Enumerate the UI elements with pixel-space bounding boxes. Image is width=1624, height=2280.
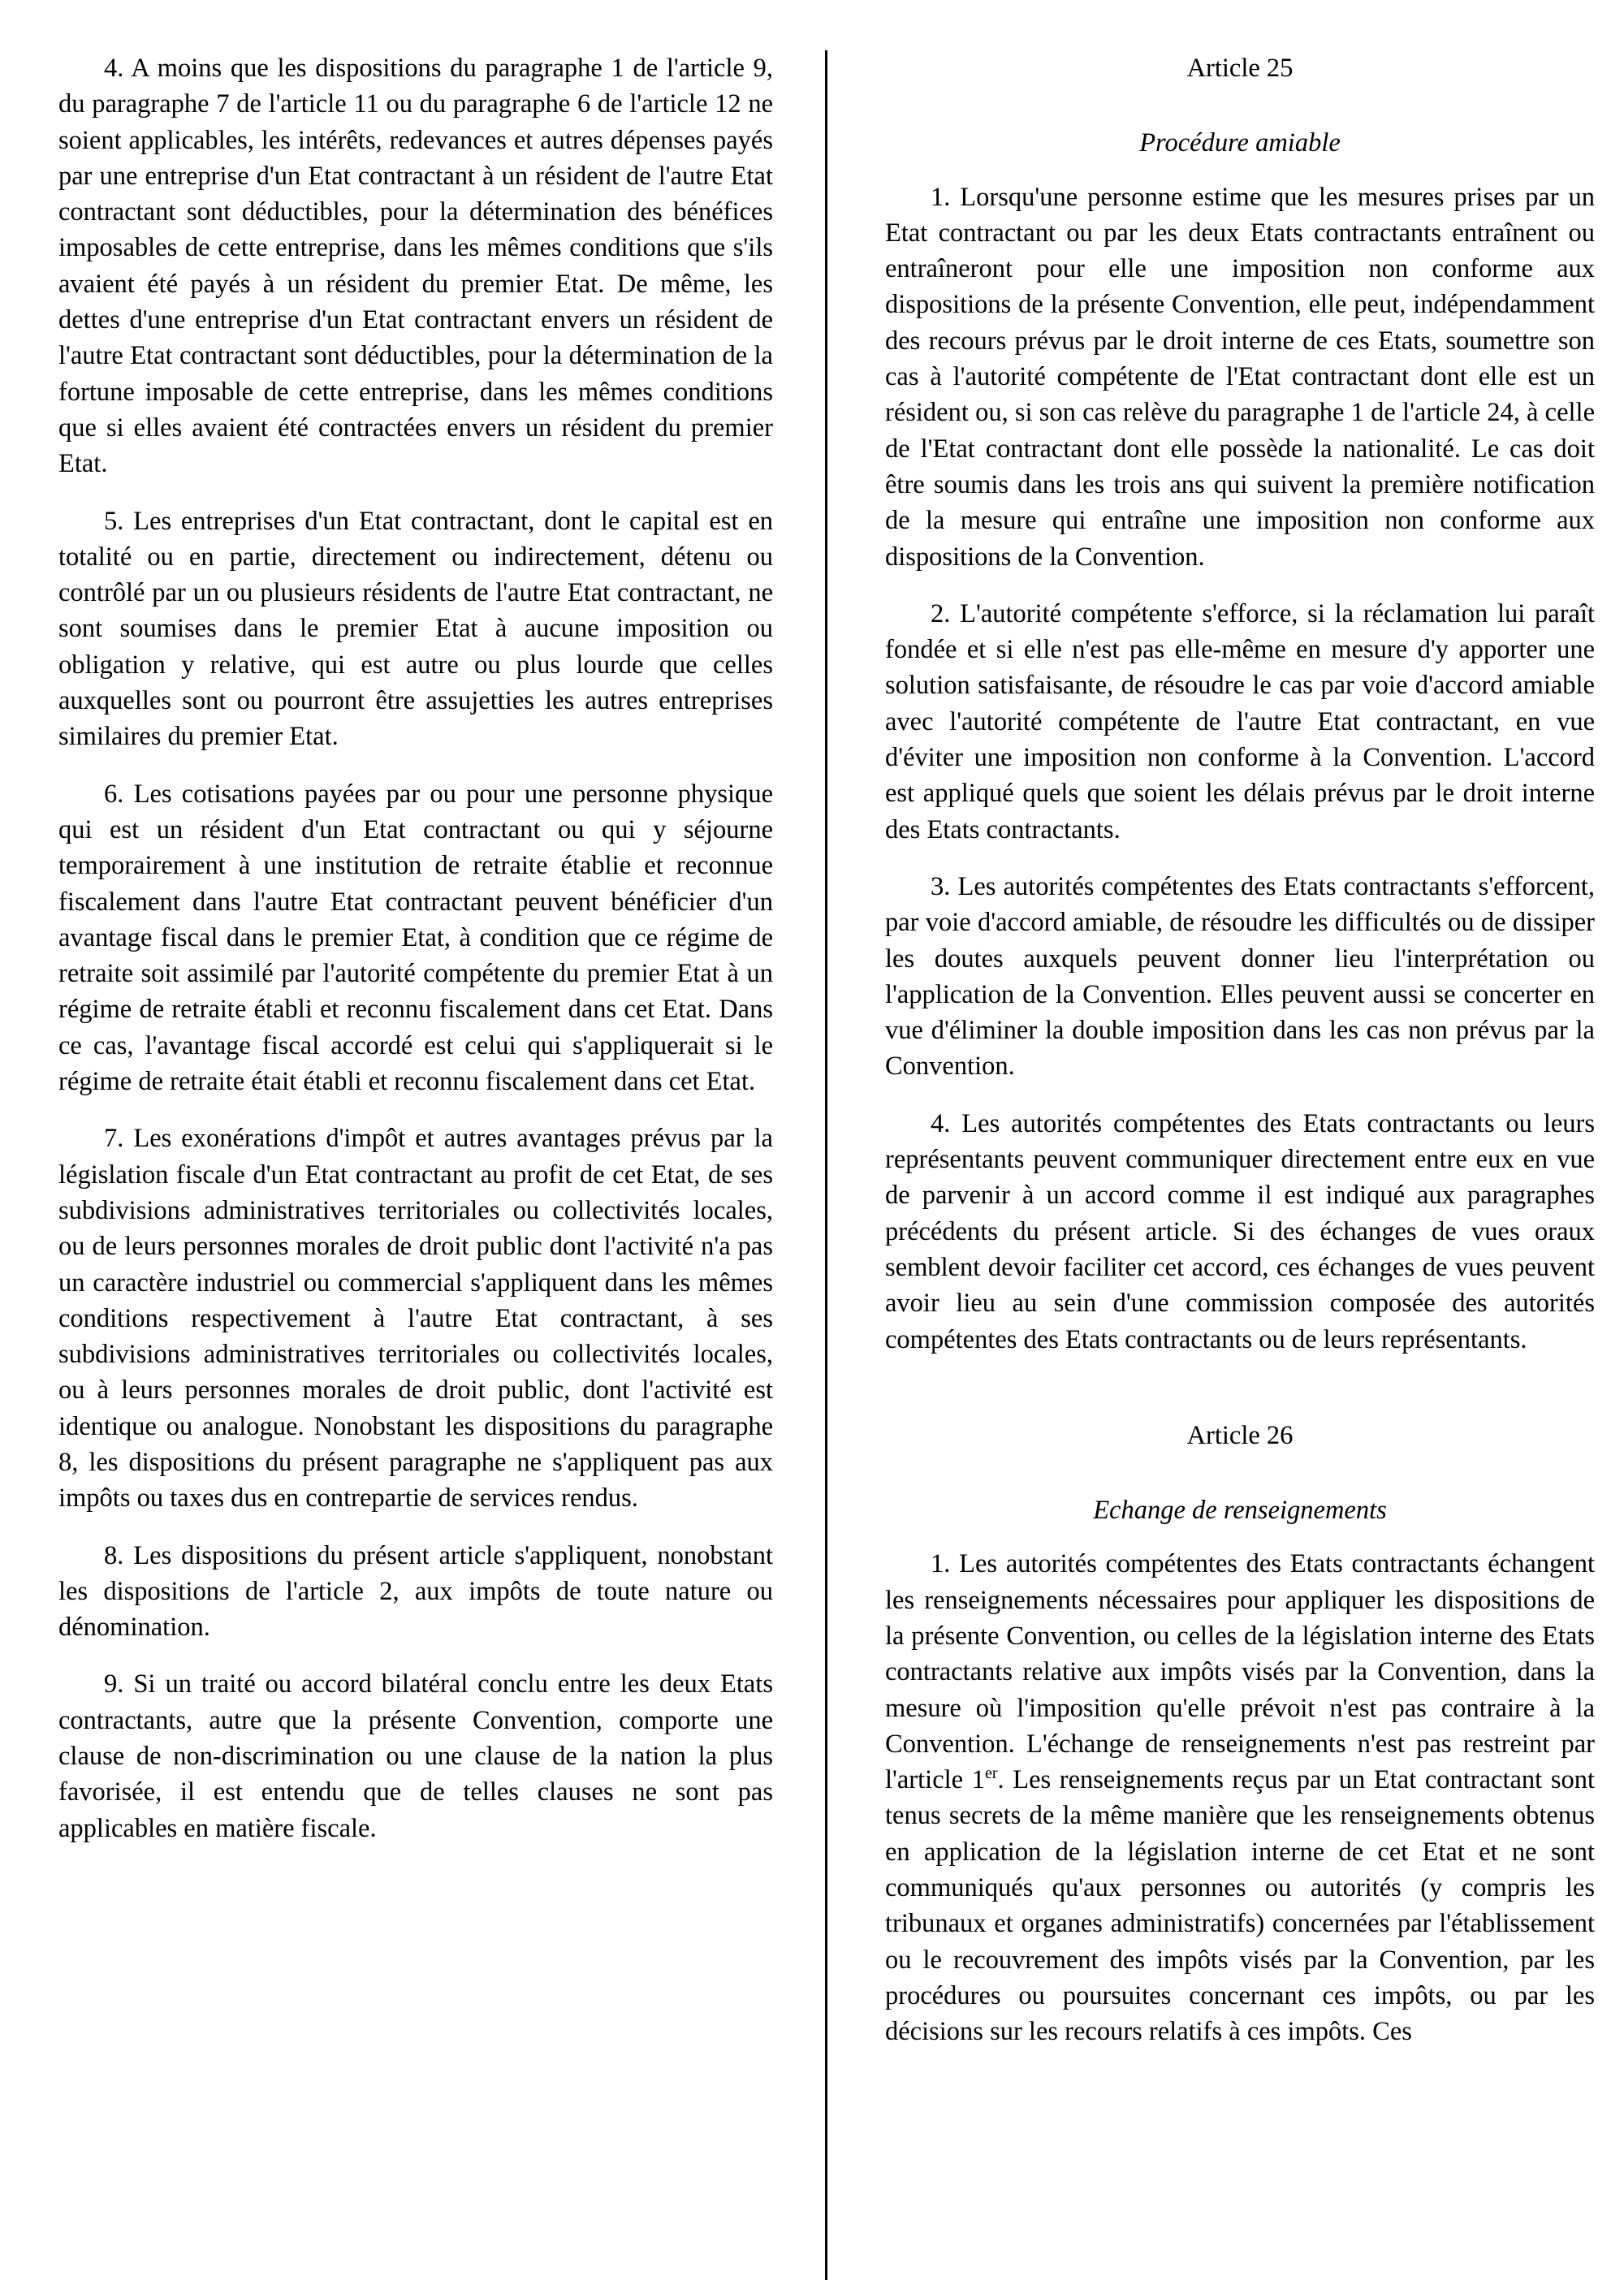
paragraph-6: 6. Les cotisations payées par ou pour une personne physique qui est un résident d'un Etat contractant ou qui y séjourne temporairement à une institution de retraite établie et reconnue fiscalement dans l'autre Etat contractant peuvent bénéficier d'un avantage fiscal dans le premier Etat, à condition que ce régime de retraite soit assimilé par l'autorité compétente du premier Etat à un régime de retraite établi et reconnu fiscalement dans cet Etat. Dans ce cas, l'avantage fiscal accordé est celui qui s'appliquerait si le régime de retraite était établi et reconnu fiscalement dans cet Etat. [58, 779, 773, 1097]
right-column [885, 50, 1595, 2071]
article-25-paragraph-3: 3. Les autorités compétentes des Etats contractants s'efforcent, par voie d'accord amiable, de résoudre les difficultés ou de dissiper les doutes auxquels peuvent donner lieu l'interprétation ou l'application de la Convention. Elles peuvent aussi se concerter en vue d'éliminer la double imposition dans les cas non prévus par la Convention. [885, 871, 1595, 1082]
paragraph-7: 7. Les exonérations d'impôt et autres avantages prévus par la législation fiscale d'un Etat contractant au profit de cet Etat, de ses subdivisions administratives territoriales ou collectivités locales, ou de leurs personnes morales de droit public dont l'activité n'a pas un caractère industriel ou commercial s'appliquent dans les mêmes conditions respectivement à l'autre Etat contractant, à ses subdivisions administratives territoriales ou collectivités locales, ou à leurs personnes morales de droit public, dont l'activité est identique ou analogue. Nonobstant les dispositions du paragraphe 8, les dispositions du présent paragraphe ne s'appliquent pas aux impôts ou taxes dus en contrepartie de services rendus. [58, 1124, 773, 1514]
article-26-paragraph-1 [885, 1546, 1595, 2049]
article-26-p1-text-a: 1. Les autorités compétentes des Etats contractants échangent les renseignements nécessaires pour appliquer les dispositions de la présente Convention, ou celles de la législation interne des Etats contractants relative aux impôts visés par la Convention, dans la mesure où l'imposition qu'elle prévoit n'est pas contraire à la Convention. L'échange de renseignements n'est pas restreint par l'article 1 [885, 1549, 1595, 1795]
paragraph-4: 4. A moins que les dispositions du paragraphe 1 de l'article 9, du paragraphe 7 de l'article 11 ou du paragraphe 6 de l'article 12 ne soient applicables, les intérêts, redevances et autres dépenses payés par une entreprise d'un Etat contractant à un résident de l'autre Etat contractant sont déductibles, pour la détermination des bénéfices imposables de cette entreprise, dans les mêmes conditions que s'ils avaient été payés à un résident du premier Etat. De même, les dettes d'une entreprise d'un Etat contractant envers un résident de l'autre Etat contractant sont déductibles, pour la détermination de la fortune imposable de cette entreprise, dans les mêmes conditions que si elles avaient été contractées envers un résident du premier Etat. [58, 54, 773, 479]
article-25-paragraph-4: 4. Les autorités compétentes des Etats contractants ou leurs représentants peuvent communiquer directement entre eux en vue de parvenir à un accord comme il est indiqué aux paragraphes précédents du présent article. Si des échanges de vues oraux semblent devoir faciliter cet accord, ces échanges de vues peuvent avoir lieu au sein d'une commission composée des autorités compétentes des Etats contractants ou de leurs représentants. [885, 1108, 1595, 1354]
paragraph-8: 8. Les dispositions du présent article s'appliquent, nonobstant les dispositions de l'article 2, aux impôts de toute nature ou dénomination. [58, 1540, 773, 1643]
paragraph-9: 9. Si un traité ou accord bilatéral conclu entre les deux Etats contractants, autre que la présente Convention, comporte une clause de non-discrimination ou une clause de la nation la plus favorisée, il est entendu que de telles clauses ne sont pas applicables en matière fiscale. [58, 1669, 773, 1843]
article-25-title: Procédure amiable [1139, 128, 1341, 158]
article-25-heading: Article 25 [1186, 54, 1294, 83]
column-divider [825, 50, 827, 2280]
article-26-p1-text-b: . Les renseignements reçus par un Etat contractant sont tenus secrets de la même manière que les renseignements obtenus en application de la législation interne de cet Etat et ne sont communiqués qu'aux personnes ou autorités (y compris les tribunaux et organes administratifs) concernées par l'établissement ou le recouvrement des impôts visés par la Convention, par les procédures ou poursuites concernant ces impôts, ou par les décisions sur les recours relatifs à ces impôts. Ces [885, 1765, 1595, 2047]
article-spacer [885, 1379, 1595, 1418]
article-26-heading: Article 26 [1186, 1420, 1294, 1450]
left-column [58, 50, 773, 1868]
article-26-title: Echange de renseignements [1093, 1496, 1387, 1526]
article-26-p1-superscript: er [984, 1764, 998, 1783]
article-25-paragraph-1: 1. Lorsqu'une personne estime que les mesures prises par un Etat contractant ou par les deux Etats contractants entraînent ou entraîneront pour elle une imposition non conforme aux dispositions de la présente Convention, elle peut, indépendamment des recours prévus par le droit interne de ces Etats, soumettre son cas à l'autorité compétente de l'Etat contractant dont elle est un résident ou, si son cas relève du paragraphe 1 de l'article 24, à celle de l'Etat contractant dont elle possède la nationalité. Le cas doit être soumis dans les trois ans qui suivent la première notification de la mesure qui entraîne une imposition non conforme aux dispositions de la Convention. [885, 182, 1595, 572]
article-25-paragraph-2: 2. L'autorité compétente s'efforce, si la réclamation lui paraît fondée et si elle n'est pas elle-même en mesure d'y apporter une solution satisfaisante, de résoudre le cas par voie d'accord amiable avec l'autorité compétente de l'autre Etat contractant, en vue d'éviter une imposition non conforme à la Convention. L'accord est appliqué quels que soient les délais prévus par le droit interne des Etats contractants. [885, 598, 1595, 844]
paragraph-5: 5. Les entreprises d'un Etat contractant, dont le capital est en totalité ou en partie, directement ou indirectement, détenu ou contrôlé par un ou plusieurs résidents de l'autre Etat contractant, ne sont soumises dans le premier Etat à aucune imposition ou obligation y relative, qui est autre ou plus lourde que celles auxquelles sont ou pourront être assujetties les autres entreprises similaires du premier Etat. [58, 506, 773, 752]
